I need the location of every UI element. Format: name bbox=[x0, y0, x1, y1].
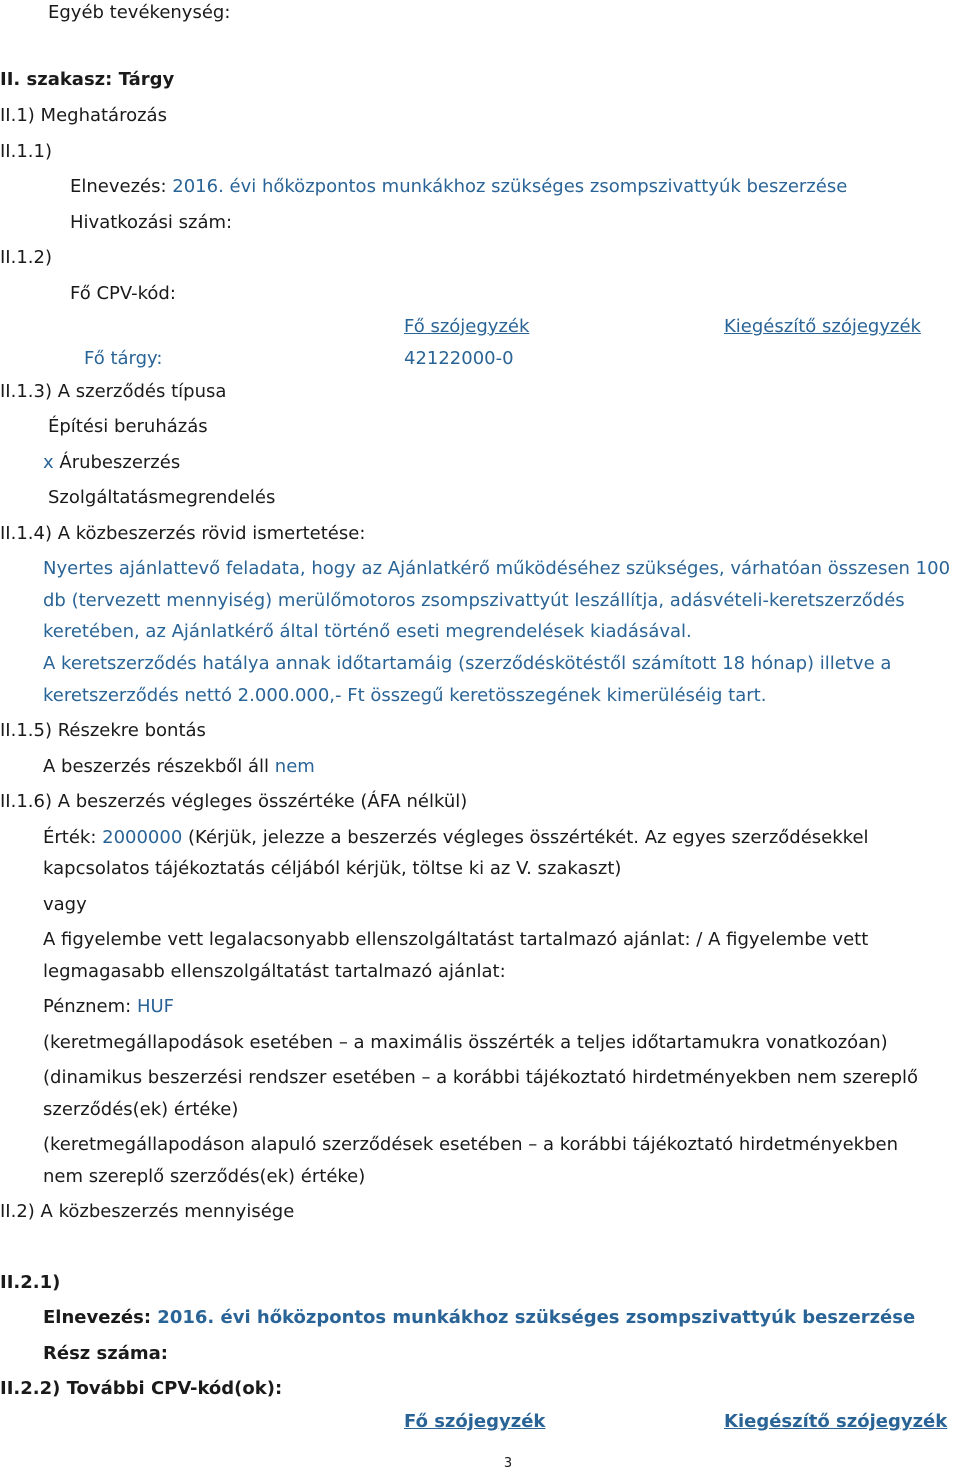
ertek-row bbox=[43, 829, 869, 847]
dinamikus-note-line1: (dinamikus beszerzési rendszer esetében – a korábbi tájékoztató hirdetményekben nem szereplő bbox=[43, 1067, 919, 1088]
description-line: A keretszerződés hatálya annak időtartamáig (szerződéskötéstől számított 18 hónap) illetve a bbox=[43, 653, 892, 674]
resz-szama-label: Rész száma: bbox=[43, 1343, 168, 1364]
description-line: Nyertes ajánlattevő feladata, hogy az Ajánlatkérő működéséhez szükséges, várhatóan összesen 100 bbox=[43, 558, 951, 579]
rovid-ismertetes-heading: II.1.4) A közbeszerzés rövid ismertetése: bbox=[0, 523, 366, 544]
fo-szojegyzek-header-2: Fő szójegyzék bbox=[404, 1411, 546, 1432]
penznem-row bbox=[43, 998, 174, 1016]
figyelembe-line2: legmagasabb ellenszolgáltatást tartalmazó ajánlat: bbox=[43, 961, 506, 982]
elnevezes2-label: Elnevezés: bbox=[43, 1307, 158, 1328]
meghatarozas-heading: II.1) Meghatározás bbox=[0, 105, 167, 126]
reszekre-bontas-heading: II.1.5) Részekre bontás bbox=[0, 720, 206, 741]
vegleges-osszertek-heading: II.1.6) A beszerzés végleges összértéke (ÁFA nélkül) bbox=[0, 791, 468, 812]
description-line: keretszerződés nettó 2.000.000,- Ft összegű keretösszegének kimerüléséig tart. bbox=[43, 685, 767, 706]
penznem-value: HUF bbox=[136, 996, 175, 1017]
reszek-value: nem bbox=[274, 756, 315, 777]
dinamikus-note-line2: szerződés(ek) értéke) bbox=[43, 1099, 239, 1120]
ertek-note-line2: kapcsolatos tájékoztatás céljából kérjük, töltse ki az V. szakaszt) bbox=[43, 858, 622, 879]
ertek-value: 2000000 bbox=[102, 827, 183, 848]
kiegeszito-szojegyzek-header: Kiegészítő szójegyzék bbox=[724, 316, 921, 337]
figyelembe-line1: A figyelembe vett legalacsonyabb ellenszolgáltatást tartalmazó ajánlat: / A figyelembe vett bbox=[43, 929, 869, 950]
elnevezes-value: 2016. évi hőközpontos munkákhoz szükséges zsompszivattyúk beszerzése bbox=[172, 176, 848, 197]
ertek-note: (Kérjük, jelezze a beszerzés végleges összértékét. Az egyes szerződésekkel bbox=[182, 827, 869, 848]
type-arubeszerzes bbox=[43, 454, 180, 472]
subsection-ii-2-1: II.2.1) bbox=[0, 1272, 61, 1293]
elnevezes2-value: 2016. évi hőközpontos munkákhoz szükséges zsompszivattyúk beszerzése bbox=[157, 1307, 916, 1328]
kiegeszito-szojegyzek-header-2: Kiegészítő szójegyzék bbox=[724, 1411, 948, 1432]
fo-targy-code: 42122000-0 bbox=[404, 348, 514, 369]
reszek-row bbox=[43, 758, 315, 776]
vagy-label: vagy bbox=[43, 894, 87, 915]
fo-cpv-kod-label: Fő CPV-kód: bbox=[70, 283, 176, 304]
alapulo-note-line1: (keretmegállapodáson alapuló szerződések esetében – a korábbi tájékoztató hirdetményekben bbox=[43, 1134, 898, 1155]
subsection-ii-1-2: II.1.2) bbox=[0, 247, 52, 268]
section-heading: II. szakasz: Tárgy bbox=[0, 69, 175, 90]
fo-targy-label: Fő tárgy: bbox=[84, 348, 163, 369]
ertek-label: Érték: bbox=[43, 827, 103, 848]
elnevezes-label: Elnevezés: bbox=[70, 176, 173, 197]
page-number: 3 bbox=[503, 1456, 513, 1471]
tovabbi-cpv-heading: II.2.2) További CPV-kód(ok): bbox=[0, 1378, 283, 1399]
type-epitesi-beruhazas: Építési beruházás bbox=[48, 416, 208, 437]
alapulo-note-line2: nem szereplő szerződés(ek) értéke) bbox=[43, 1166, 366, 1187]
fo-szojegyzek-header: Fő szójegyzék bbox=[404, 316, 530, 337]
reszek-label: A beszerzés részekből áll bbox=[43, 756, 275, 777]
type-szolgaltatasmegrendeles: Szolgáltatásmegrendelés bbox=[48, 487, 276, 508]
description-line: keretében, az Ajánlatkérő által történő eseti megrendelések kiadásával. bbox=[43, 621, 692, 642]
kozbeszerzes-mennyisege-heading: II.2) A közbeszerzés mennyisége bbox=[0, 1201, 295, 1222]
type-arubeszerzes-label: Árubeszerzés bbox=[53, 452, 181, 473]
elnevezes-row bbox=[70, 178, 847, 196]
szerzodes-tipusa-heading: II.1.3) A szerződés típusa bbox=[0, 381, 227, 402]
penznem-label: Pénznem: bbox=[43, 996, 137, 1017]
keretmegallapodas-note: (keretmegállapodások esetében – a maximális összérték a teljes időtartamukra vonatkozóan) bbox=[43, 1032, 888, 1053]
egyeb-tevekenyseg-label: Egyéb tevékenység: bbox=[48, 2, 231, 23]
subsection-ii-1-1: II.1.1) bbox=[0, 141, 52, 162]
type-selected-mark: x bbox=[43, 452, 54, 473]
hivatkozasi-szam-label: Hivatkozási szám: bbox=[70, 212, 233, 233]
description-line: db (tervezett mennyiség) merülőmotoros zsompszivattyút leszállítja, adásvételi-keretszerződés bbox=[43, 590, 905, 611]
elnevezes2-row bbox=[43, 1309, 915, 1327]
